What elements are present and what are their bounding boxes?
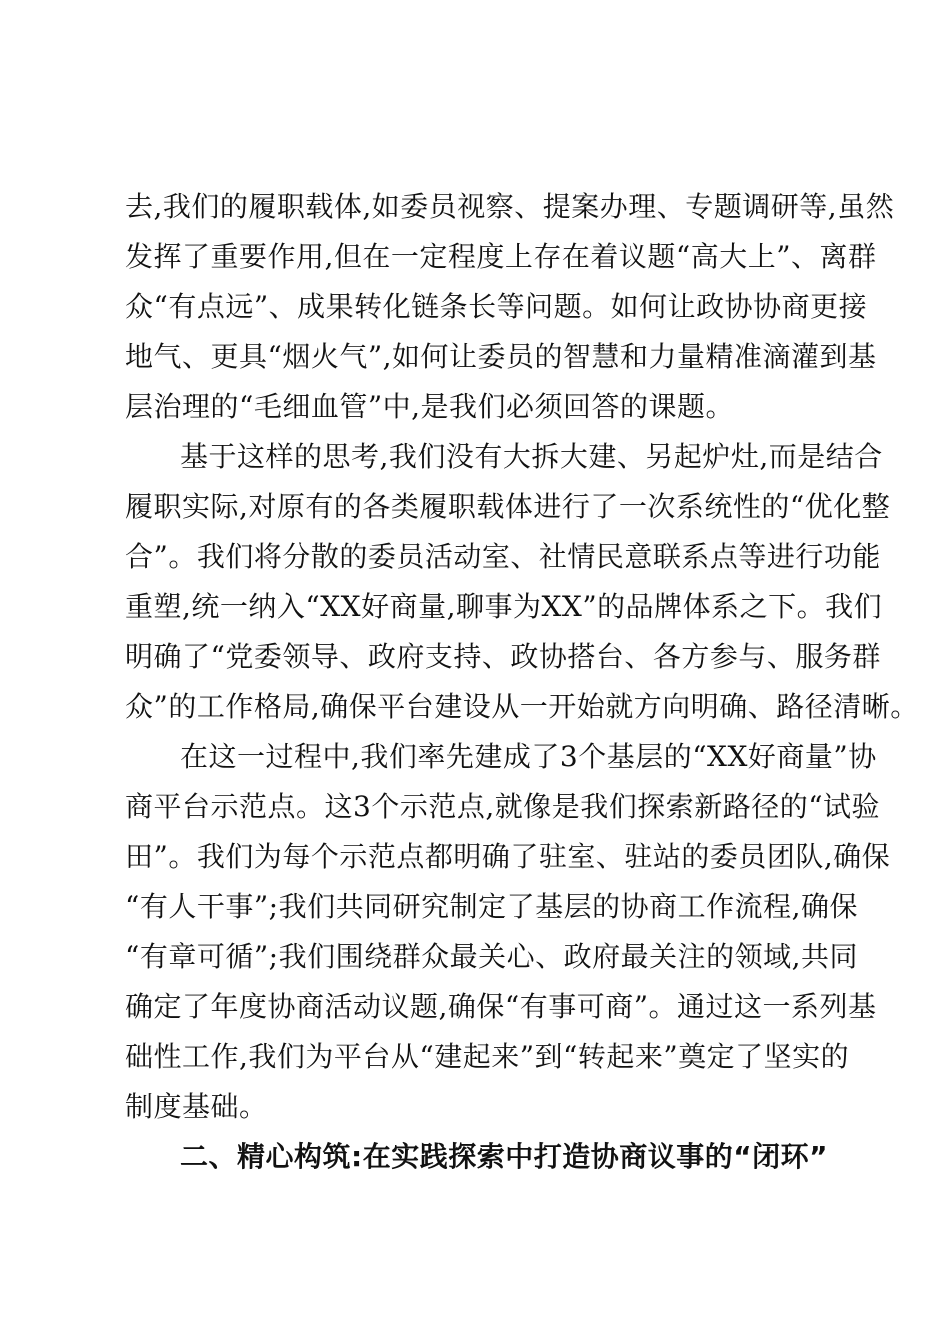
paragraph-2-line-3: 合”。我们将分散的委员活动室、社情民意联系点等进行功能 xyxy=(125,540,881,573)
paragraph-2-line-5: 明确了“党委领导、政府支持、政协搭台、各方参与、服务群 xyxy=(125,640,881,673)
paragraph-1-line-2: 发挥了重要作用,但在一定程度上存在着议题“高大上”、离群 xyxy=(125,240,877,273)
paragraph-3-line-4: “有人干事”;我们共同研究制定了基层的协商工作流程,确保 xyxy=(125,890,858,923)
paragraph-1-line-5: 层治理的“毛细血管”中,是我们必须回答的课题。 xyxy=(125,390,735,423)
paragraph-3-line-7: 础性工作,我们为平台从“建起来”到“转起来”奠定了坚实的 xyxy=(125,1040,850,1073)
paragraph-3-line-5: “有章可循”;我们围绕群众最关心、政府最关注的领域,共同 xyxy=(125,940,858,973)
paragraph-2-line-6: 众”的工作格局,确保平台建设从一开始就方向明确、路径清晰。 xyxy=(125,690,919,723)
section-heading: 二、精心构筑:在实践探索中打造协商议事的“闭环” xyxy=(180,1140,829,1173)
paragraph-3-line-1: 在这一过程中,我们率先建成了3个基层的“XX好商量”协 xyxy=(180,740,877,773)
paragraph-2-line-4: 重塑,统一纳入“XX好商量,聊事为XX”的品牌体系之下。我们 xyxy=(125,590,883,623)
paragraph-3-line-2: 商平台示范点。这3个示范点,就像是我们探索新路径的“试验 xyxy=(125,790,881,823)
paragraph-2-line-1: 基于这样的思考,我们没有大拆大建、另起炉灶,而是结合 xyxy=(180,440,883,473)
paragraph-3-line-8: 制度基础。 xyxy=(125,1090,268,1123)
paragraph-1-line-4: 地气、更具“烟火气”,如何让委员的智慧和力量精准滴灌到基 xyxy=(125,340,877,373)
paragraph-2-line-2: 履职实际,对原有的各类履职载体进行了一次系统性的“优化整 xyxy=(125,490,891,523)
paragraph-3-line-3: 田”。我们为每个示范点都明确了驻室、驻站的委员团队,确保 xyxy=(125,840,891,873)
paragraph-1-line-3: 众“有点远”、成果转化链条长等问题。如何让政协协商更接 xyxy=(125,290,868,323)
paragraph-3-line-6: 确定了年度协商活动议题,确保“有事可商”。通过这一系列基 xyxy=(125,990,877,1023)
paragraph-1-line-1: 去,我们的履职载体,如委员视察、提案办理、专题调研等,虽然 xyxy=(125,190,895,223)
